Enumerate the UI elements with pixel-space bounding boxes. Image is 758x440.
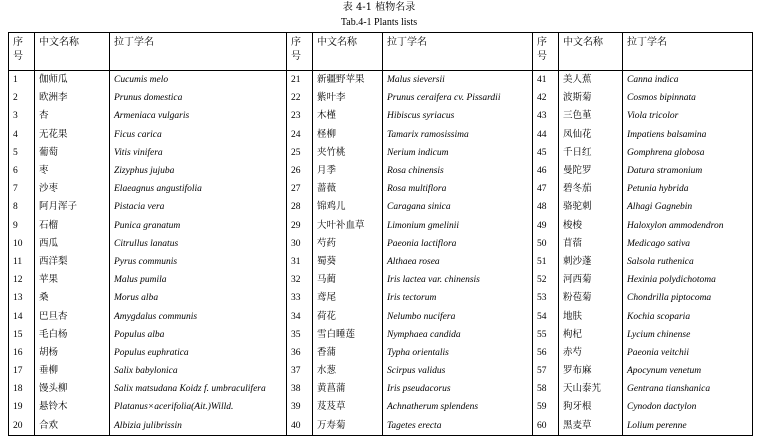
cell-cn-name: 毛白杨 <box>35 326 110 344</box>
cell-no: 52 <box>533 271 559 289</box>
cell-no: 39 <box>287 398 313 416</box>
cell-cn-name: 波斯菊 <box>559 89 623 107</box>
table-row <box>9 107 753 125</box>
table-row <box>9 89 753 107</box>
table-caption-en: Tab.4-1 Plants lists <box>340 17 418 28</box>
cell-no: 5 <box>9 144 35 162</box>
header-latin-name: 拉丁学名 <box>623 33 753 71</box>
table-row <box>9 144 753 162</box>
cell-cn-name: 黄菖蒲 <box>313 380 383 398</box>
cell-latin-name: Rosa chinensis <box>383 162 533 180</box>
cell-no: 56 <box>533 344 559 362</box>
cell-latin-name: Cosmos bipinnata <box>623 89 753 107</box>
cell-latin-name: Albizia julibrissin <box>110 417 287 436</box>
cell-latin-name: Vitis vinifera <box>110 144 287 162</box>
cell-cn-name: 锦鸡儿 <box>313 198 383 216</box>
cell-no: 20 <box>9 417 35 436</box>
cell-cn-name: 夹竹桃 <box>313 144 383 162</box>
cell-no: 51 <box>533 253 559 271</box>
header-cn-name: 中文名称 <box>559 33 623 71</box>
cell-latin-name: Populus alba <box>110 326 287 344</box>
cell-latin-name: Viola tricolor <box>623 107 753 125</box>
cell-cn-name: 蜀葵 <box>313 253 383 271</box>
plants-table <box>8 32 753 436</box>
cell-latin-name: Chondrilla piptocoma <box>623 289 753 307</box>
cell-no: 33 <box>287 289 313 307</box>
cell-no: 44 <box>533 126 559 144</box>
cell-latin-name: Gomphrena globosa <box>623 144 753 162</box>
header-no: 序 号 <box>287 33 313 71</box>
cell-no: 30 <box>287 235 313 253</box>
cell-latin-name: Iris lactea var. chinensis <box>383 271 533 289</box>
cell-latin-name: Tamarix ramosissima <box>383 126 533 144</box>
cell-cn-name: 垂柳 <box>35 362 110 380</box>
cell-no: 28 <box>287 198 313 216</box>
cell-cn-name: 芨芨草 <box>313 398 383 416</box>
cell-no: 14 <box>9 307 35 325</box>
cell-no: 40 <box>287 417 313 436</box>
table-row <box>9 217 753 235</box>
cell-no: 23 <box>287 107 313 125</box>
cell-no: 41 <box>533 71 559 90</box>
cell-no: 9 <box>9 217 35 235</box>
table-row <box>9 417 753 436</box>
header-latin-name: 拉丁学名 <box>110 33 287 71</box>
cell-cn-name: 曼陀罗 <box>559 162 623 180</box>
cell-no: 27 <box>287 180 313 198</box>
cell-cn-name: 木槿 <box>313 107 383 125</box>
cell-cn-name: 雪白睡莲 <box>313 326 383 344</box>
table-row <box>9 235 753 253</box>
cell-cn-name: 月季 <box>313 162 383 180</box>
cell-no: 53 <box>533 289 559 307</box>
cell-latin-name: Citrullus lanatus <box>110 235 287 253</box>
cell-no: 37 <box>287 362 313 380</box>
cell-cn-name: 凤仙花 <box>559 126 623 144</box>
cell-cn-name: 罗布麻 <box>559 362 623 380</box>
cell-no: 2 <box>9 89 35 107</box>
cell-no: 1 <box>9 71 35 90</box>
cell-latin-name: Lycium chinense <box>623 326 753 344</box>
table-row <box>9 307 753 325</box>
cell-no: 11 <box>9 253 35 271</box>
cell-latin-name: Zizyphus jujuba <box>110 162 287 180</box>
cell-latin-name: Kochia scoparia <box>623 307 753 325</box>
cell-cn-name: 巴旦杏 <box>35 307 110 325</box>
cell-latin-name: Salsola ruthenica <box>623 253 753 271</box>
cell-no: 8 <box>9 198 35 216</box>
cell-no: 43 <box>533 107 559 125</box>
cell-no: 21 <box>287 71 313 90</box>
cell-cn-name: 西洋梨 <box>35 253 110 271</box>
cell-latin-name: Nelumbo nucifera <box>383 307 533 325</box>
cell-cn-name: 杏 <box>35 107 110 125</box>
cell-cn-name: 紫叶李 <box>313 89 383 107</box>
cell-cn-name: 新疆野苹果 <box>313 71 383 90</box>
cell-no: 7 <box>9 180 35 198</box>
cell-cn-name: 无花果 <box>35 126 110 144</box>
cell-no: 48 <box>533 198 559 216</box>
cell-latin-name: Gentrana tianshanica <box>623 380 753 398</box>
cell-no: 55 <box>533 326 559 344</box>
cell-cn-name: 西瓜 <box>35 235 110 253</box>
cell-cn-name: 地肤 <box>559 307 623 325</box>
cell-latin-name: Amygdalus communis <box>110 307 287 325</box>
cell-latin-name: Elaeagnus angustifolia <box>110 180 287 198</box>
cell-no: 45 <box>533 144 559 162</box>
cell-no: 13 <box>9 289 35 307</box>
cell-no: 15 <box>9 326 35 344</box>
cell-no: 25 <box>287 144 313 162</box>
cell-latin-name: Caragana sinica <box>383 198 533 216</box>
cell-no: 22 <box>287 89 313 107</box>
table-row <box>9 253 753 271</box>
cell-no: 34 <box>287 307 313 325</box>
cell-no: 46 <box>533 162 559 180</box>
cell-latin-name: Pyrus communis <box>110 253 287 271</box>
cell-latin-name: Medicago sativa <box>623 235 753 253</box>
cell-latin-name: Impatiens balsamina <box>623 126 753 144</box>
cell-no: 35 <box>287 326 313 344</box>
cell-latin-name: Prunus domestica <box>110 89 287 107</box>
cell-cn-name: 香蒲 <box>313 344 383 362</box>
cell-no: 31 <box>287 253 313 271</box>
cell-no: 49 <box>533 217 559 235</box>
cell-latin-name: Lolium perenne <box>623 417 753 436</box>
header-no: 序 号 <box>9 33 35 71</box>
cell-latin-name: Malus sieversii <box>383 71 533 90</box>
cell-latin-name: Morus alba <box>110 289 287 307</box>
cell-cn-name: 胡杨 <box>35 344 110 362</box>
cell-no: 58 <box>533 380 559 398</box>
cell-latin-name: Tagetes erecta <box>383 417 533 436</box>
cell-latin-name: Limonium gmelinii <box>383 217 533 235</box>
table-row <box>9 362 753 380</box>
cell-cn-name: 柽柳 <box>313 126 383 144</box>
cell-latin-name: Hibiscus syriacus <box>383 107 533 125</box>
cell-cn-name: 阿月浑子 <box>35 198 110 216</box>
cell-cn-name: 合欢 <box>35 417 110 436</box>
cell-cn-name: 鸢尾 <box>313 289 383 307</box>
cell-latin-name: Paeonia lactiflora <box>383 235 533 253</box>
cell-latin-name: Petunia hybrida <box>623 180 753 198</box>
cell-latin-name: Althaea rosea <box>383 253 533 271</box>
cell-no: 12 <box>9 271 35 289</box>
cell-latin-name: Typha orientalis <box>383 344 533 362</box>
cell-latin-name: Alhagi Gagnebin <box>623 198 753 216</box>
cell-cn-name: 水葱 <box>313 362 383 380</box>
table-row <box>9 71 753 90</box>
table-row <box>9 289 753 307</box>
table-caption-cn: 表 4-1 植物名录 <box>342 2 416 13</box>
cell-cn-name: 馒头柳 <box>35 380 110 398</box>
table-row <box>9 326 753 344</box>
cell-latin-name: Prunus ceraifera cv. Pissardii <box>383 89 533 107</box>
cell-latin-name: Salix matsudana Koidz f. umbraculifera <box>110 380 287 398</box>
table-row <box>9 271 753 289</box>
cell-cn-name: 刺沙蓬 <box>559 253 623 271</box>
cell-no: 16 <box>9 344 35 362</box>
cell-latin-name: Apocynum venetum <box>623 362 753 380</box>
cell-no: 57 <box>533 362 559 380</box>
cell-cn-name: 苹果 <box>35 271 110 289</box>
cell-cn-name: 蔷薇 <box>313 180 383 198</box>
cell-no: 18 <box>9 380 35 398</box>
cell-no: 6 <box>9 162 35 180</box>
table-row <box>9 198 753 216</box>
cell-latin-name: Achnatherum splendens <box>383 398 533 416</box>
header-cn-name: 中文名称 <box>35 33 110 71</box>
cell-no: 50 <box>533 235 559 253</box>
cell-no: 32 <box>287 271 313 289</box>
cell-cn-name: 天山泰艽 <box>559 380 623 398</box>
cell-cn-name: 枣 <box>35 162 110 180</box>
table-row <box>9 398 753 416</box>
cell-cn-name: 碧冬茄 <box>559 180 623 198</box>
cell-no: 36 <box>287 344 313 362</box>
cell-cn-name: 荷花 <box>313 307 383 325</box>
cell-no: 3 <box>9 107 35 125</box>
cell-no: 29 <box>287 217 313 235</box>
cell-cn-name: 石榴 <box>35 217 110 235</box>
cell-latin-name: Hexinia polydichotoma <box>623 271 753 289</box>
cell-no: 42 <box>533 89 559 107</box>
cell-latin-name: Platanus×acerifolia(Ait.)Willd. <box>110 398 287 416</box>
cell-cn-name: 梭梭 <box>559 217 623 235</box>
cell-cn-name: 伽师瓜 <box>35 71 110 90</box>
table-header-row <box>9 33 753 71</box>
table-row <box>9 380 753 398</box>
cell-latin-name: Malus pumila <box>110 271 287 289</box>
table-row <box>9 180 753 198</box>
cell-no: 26 <box>287 162 313 180</box>
cell-latin-name: Populus euphratica <box>110 344 287 362</box>
cell-cn-name: 悬铃木 <box>35 398 110 416</box>
cell-cn-name: 大叶补血草 <box>313 217 383 235</box>
cell-cn-name: 葡萄 <box>35 144 110 162</box>
cell-cn-name: 千日红 <box>559 144 623 162</box>
cell-latin-name: Cynodon dactylon <box>623 398 753 416</box>
cell-latin-name: Iris pseudacorus <box>383 380 533 398</box>
cell-cn-name: 河西菊 <box>559 271 623 289</box>
cell-latin-name: Pistacia vera <box>110 198 287 216</box>
cell-latin-name: Nymphaea candida <box>383 326 533 344</box>
cell-cn-name: 沙枣 <box>35 180 110 198</box>
cell-no: 10 <box>9 235 35 253</box>
cell-latin-name: Datura stramonium <box>623 162 753 180</box>
cell-no: 47 <box>533 180 559 198</box>
cell-latin-name: Armeniaca vulgaris <box>110 107 287 125</box>
cell-cn-name: 狗牙根 <box>559 398 623 416</box>
header-latin-name: 拉丁学名 <box>383 33 533 71</box>
cell-cn-name: 骆驼刺 <box>559 198 623 216</box>
cell-latin-name: Salix babylonica <box>110 362 287 380</box>
cell-latin-name: Nerium indicum <box>383 144 533 162</box>
cell-no: 38 <box>287 380 313 398</box>
cell-no: 24 <box>287 126 313 144</box>
cell-cn-name: 欧洲李 <box>35 89 110 107</box>
cell-cn-name: 苜蓿 <box>559 235 623 253</box>
cell-cn-name: 粉苞菊 <box>559 289 623 307</box>
cell-latin-name: Scirpus validus <box>383 362 533 380</box>
cell-cn-name: 万寿菊 <box>313 417 383 436</box>
cell-cn-name: 黑麦草 <box>559 417 623 436</box>
cell-latin-name: Punica granatum <box>110 217 287 235</box>
cell-no: 19 <box>9 398 35 416</box>
table-row <box>9 162 753 180</box>
header-cn-name: 中文名称 <box>313 33 383 71</box>
cell-cn-name: 赤芍 <box>559 344 623 362</box>
cell-cn-name: 马蔺 <box>313 271 383 289</box>
cell-latin-name: Haloxylon ammodendron <box>623 217 753 235</box>
cell-latin-name: Iris tectorum <box>383 289 533 307</box>
cell-latin-name: Rosa multiflora <box>383 180 533 198</box>
cell-latin-name: Cucumis melo <box>110 71 287 90</box>
cell-latin-name: Canna indica <box>623 71 753 90</box>
cell-no: 59 <box>533 398 559 416</box>
cell-latin-name: Paeonia veitchii <box>623 344 753 362</box>
cell-no: 4 <box>9 126 35 144</box>
cell-latin-name: Ficus carica <box>110 126 287 144</box>
table-row <box>9 126 753 144</box>
cell-cn-name: 美人蕉 <box>559 71 623 90</box>
cell-cn-name: 枸杞 <box>559 326 623 344</box>
cell-cn-name: 三色堇 <box>559 107 623 125</box>
header-no: 序 号 <box>533 33 559 71</box>
table-row <box>9 344 753 362</box>
plants-table-body <box>9 71 753 436</box>
cell-cn-name: 桑 <box>35 289 110 307</box>
cell-cn-name: 芍药 <box>313 235 383 253</box>
cell-no: 54 <box>533 307 559 325</box>
cell-no: 17 <box>9 362 35 380</box>
cell-no: 60 <box>533 417 559 436</box>
